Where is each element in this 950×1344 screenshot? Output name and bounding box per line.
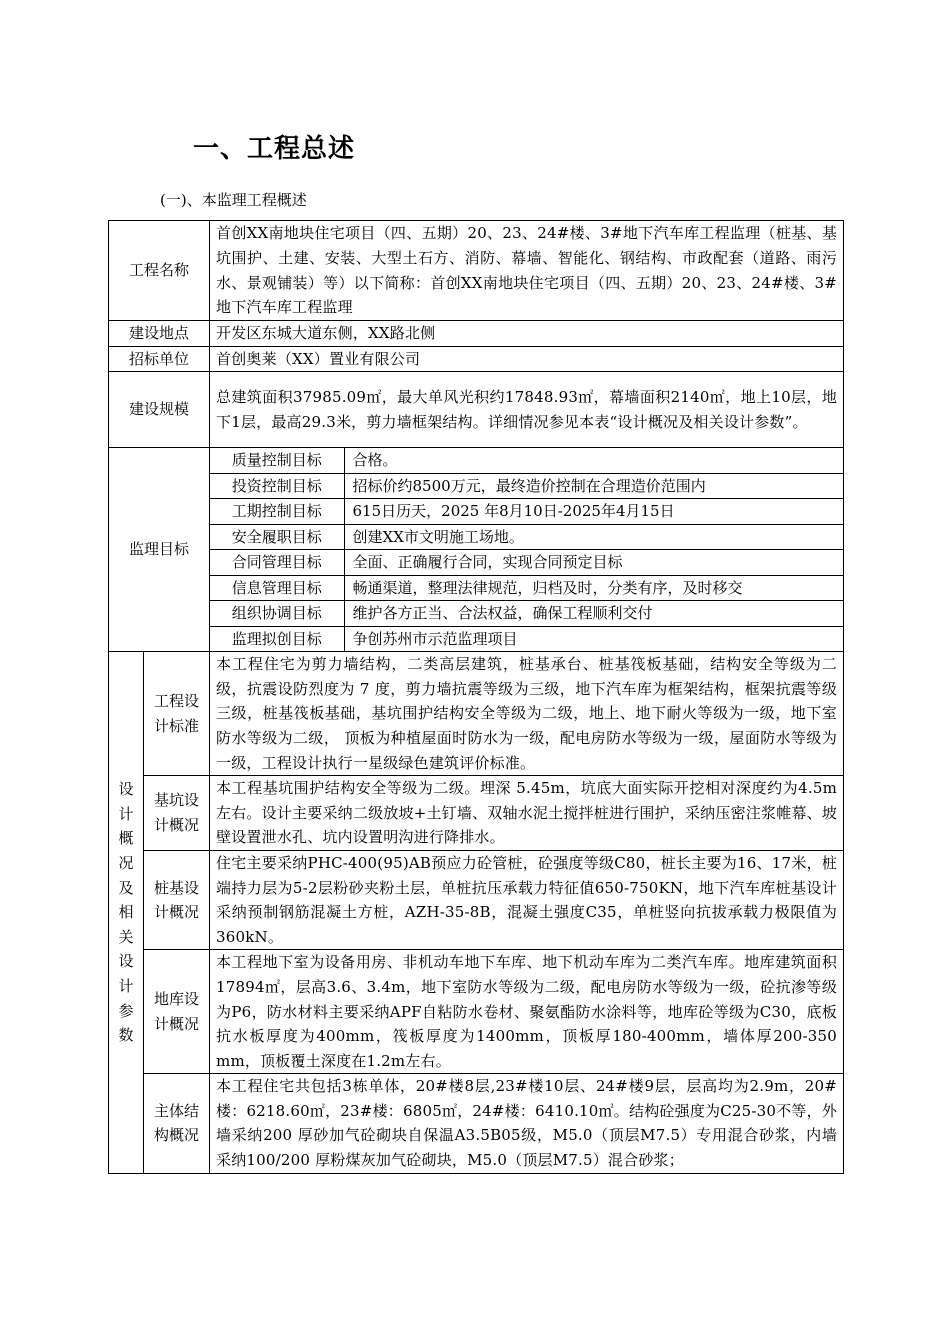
design-sub-value: 住宅主要采纳PHC-400(95)AB预应力砼管桩，砼强度等级C80，桩长主要为16、17米，桩端持力层为5-2层粉砂夹粉土层，单桩抗压承载力特征值650-750KN，地下汽车库桩基设计采纳预制钢筋混凝土方桩，AZH-35-8B，混凝土强度C35，单桩竖向抗拔承载力极限值为360kN。 bbox=[210, 850, 844, 949]
table-row-tender bbox=[109, 346, 844, 372]
goal-name: 合同管理目标 bbox=[210, 550, 344, 576]
row-value: 总建筑面积37985.09㎡，最大单风光积约17848.93㎡，幕墙面积2140㎡，地上10层，地下1层，最高29.3米，剪力墙框架结构。详细情况参见本表“设计概况及相关设计参数”。 bbox=[210, 372, 844, 448]
section-title: (一)、本监理工程概述 bbox=[160, 191, 307, 209]
goal-value: 争创苏州市示范监理项目 bbox=[344, 626, 843, 651]
row-value: 首创奥莱（XX）置业有限公司 bbox=[210, 346, 844, 372]
goal-name: 监理拟创目标 bbox=[210, 626, 344, 651]
design-sub-label: 基坑设计概况 bbox=[144, 776, 210, 851]
goal-value: 招标价约8500万元，最终造价控制在合理造价范围内 bbox=[344, 473, 843, 499]
goal-row bbox=[210, 550, 843, 576]
goal-value: 全面、正确履行合同，实现合同预定目标 bbox=[344, 550, 843, 576]
row-label: 监理目标 bbox=[109, 448, 210, 652]
row-label: 工程名称 bbox=[109, 221, 210, 321]
goal-value: 615日历天，2025 年8月10日-2025年4月15日 bbox=[344, 499, 843, 525]
design-sub-label: 主体结构概况 bbox=[144, 1074, 210, 1173]
goal-name: 信息管理目标 bbox=[210, 575, 344, 601]
goal-name: 组织协调目标 bbox=[210, 601, 344, 627]
goal-row bbox=[210, 575, 843, 601]
goal-value: 畅通渠道，整理法律规范，归档及时，分类有序，及时移交 bbox=[344, 575, 843, 601]
row-value: 首创XX南地块住宅项目（四、五期）20、23、24#楼、3#地下汽车库工程监理（桩基、基坑围护、土建、安装、大型土石方、消防、幕墙、智能化、钢结构、市政配套（道路、雨污水、景观铺装）等）以下简称：首创XX南地块住宅项目（四、五期）20、23、24#楼、3#地下汽车库工程监理 bbox=[210, 221, 844, 321]
design-sub-label: 桩基设计概况 bbox=[144, 850, 210, 949]
design-sub-label: 地库设计概况 bbox=[144, 950, 210, 1074]
design-sub-value: 本工程地下室为设备用房、非机动车地下车库、地下机动车库为二类汽车库。地库建筑面积17894㎡，层高3.6、3.4m，地下室防水等级为二级，配电房防水等级为一级，砼抗渗等级为P6，防水材料主要采纳APF自粘防水卷材、聚氨酯防水涂料等，地库砼等级为C30，底板抗水板厚度为400mm，筏板厚度为1400mm，顶板厚180-400mm，墙体厚200-350 mm，顶板覆土深度在1.2m左右。 bbox=[210, 950, 844, 1074]
goal-name: 投资控制目标 bbox=[210, 473, 344, 499]
row-label: 建设规模 bbox=[109, 372, 210, 448]
goal-name: 工期控制目标 bbox=[210, 499, 344, 525]
goal-name: 安全履职目标 bbox=[210, 524, 344, 550]
table-row-location bbox=[109, 321, 844, 347]
row-label: 招标单位 bbox=[109, 346, 210, 372]
design-sub-value: 本工程住宅为剪力墙结构，二类高层建筑，桩基承台、桩基筏板基础，结构安全等级为二级，抗震设防烈度为 7 度，剪力墙抗震等级为三级，地下汽车库为框架结构，框架抗震等级三级，桩基筏板基础，基坑围护结构安全等级为二级，地上、地下耐火等级为一级，地下室防水等级为二级， 顶板为种植屋面时防水为一级，配电房防水等级为一级，屋面防水等级为一级，工程设计执行一星级绿色建筑评价标准。 bbox=[210, 652, 844, 776]
table-row-goals bbox=[109, 448, 844, 652]
design-sub-label: 工程设计标准 bbox=[144, 652, 210, 776]
goal-value: 合格。 bbox=[344, 448, 843, 473]
table-row-scale bbox=[109, 372, 844, 448]
goal-name: 质量控制目标 bbox=[210, 448, 344, 473]
goal-row bbox=[210, 448, 843, 473]
design-sub-value: 本工程基坑围护结构安全等级为二级。埋深 5.45m，坑底大面实际开挖相对深度约为4.5m左右。设计主要采纳二级放坡+土钉墙、双轴水泥土搅拌桩进行围护，采纳压密注浆帷幕、坡壁设置泄水孔、坑内设置明沟进行降排水。 bbox=[210, 776, 844, 851]
table-row-project-name bbox=[109, 221, 844, 321]
goal-row bbox=[210, 524, 843, 550]
goal-row bbox=[210, 473, 843, 499]
table-row-design bbox=[109, 850, 844, 949]
row-value: 开发区东城大道东侧，XX路北侧 bbox=[210, 321, 844, 347]
table-row-design bbox=[109, 1074, 844, 1173]
table-row-design bbox=[109, 776, 844, 851]
table-row-design bbox=[109, 652, 844, 776]
design-sub-value: 本工程住宅共包括3栋单体，20#楼8层,23#楼10层、24#楼9层，层高均为2.9m，20#楼：6218.60㎡，23#楼：6805㎡，24#楼：6410.10㎡。结构砼强度为C25-30不等，外墙采纳200 厚砂加气砼砌块自保温A3.5B05级，M5.0（顶层M7.5）专用混合砂浆，内墙采纳100/200 厚粉煤灰加气砼砌块，M5.0（顶层M7.5）混合砂浆； bbox=[210, 1074, 844, 1173]
table-row-design bbox=[109, 950, 844, 1074]
goal-row bbox=[210, 626, 843, 651]
row-label: 建设地点 bbox=[109, 321, 210, 347]
design-section-label: 设计概况及相关设计参数 bbox=[109, 652, 144, 1173]
goal-value: 维护各方正当、合法权益，确保工程顺利交付 bbox=[344, 601, 843, 627]
goals-table bbox=[210, 448, 843, 651]
goals-cell bbox=[210, 448, 844, 652]
goal-row bbox=[210, 601, 843, 627]
page-title: 一、工程总述 bbox=[193, 134, 356, 164]
goal-row bbox=[210, 499, 843, 525]
goal-value: 创建XX市文明施工场地。 bbox=[344, 524, 843, 550]
project-overview-table bbox=[108, 220, 844, 1174]
